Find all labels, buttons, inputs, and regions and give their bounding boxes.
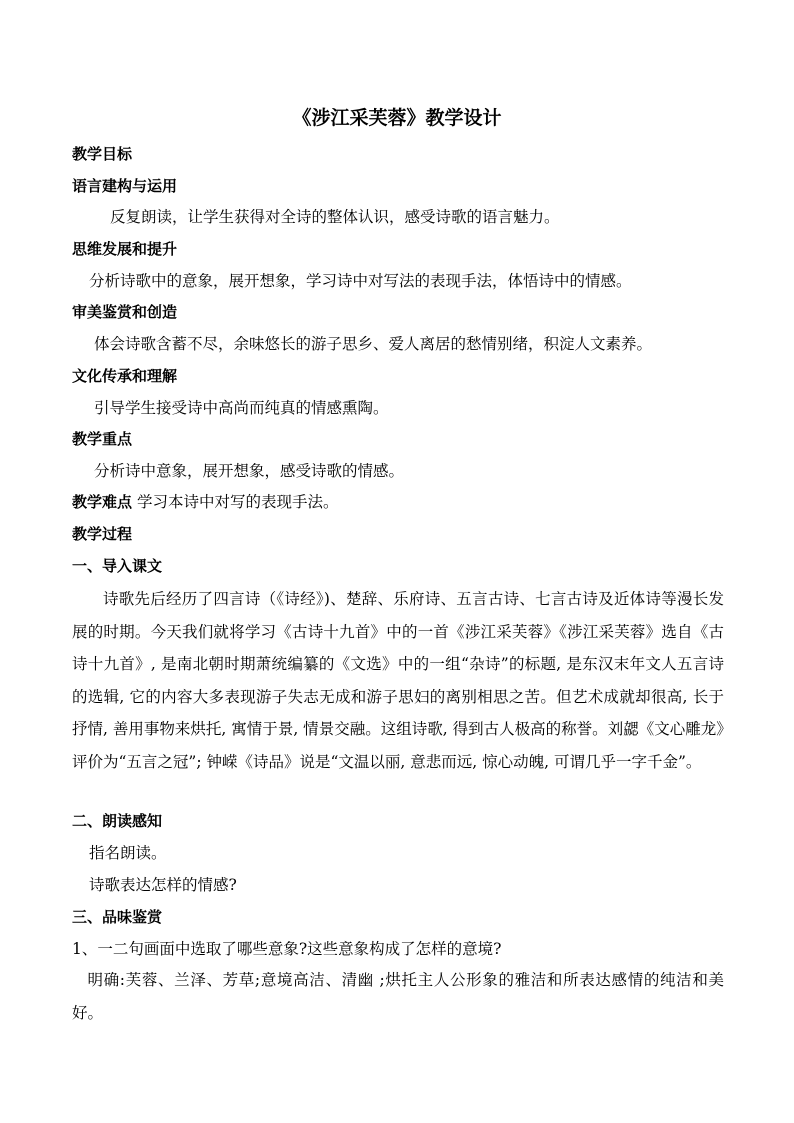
heading-part3: 三、品味鉴赏 xyxy=(72,908,163,926)
heading-language: 语言建构与运用 xyxy=(72,177,178,195)
heading-part1: 一、导入课文 xyxy=(72,557,163,575)
difficulty-line xyxy=(72,492,338,512)
paragraph-introduction: 诗歌先后经历了四言诗（《诗经》)、楚辞、乐府诗、五言古诗、七言古诗及近体诗等漫长发展的时期。今天我们就将学习《古诗十九首》中的一首《涉江采芙蓉》《涉江采芙蓉》选自《古诗十九首》, 是南北朝时期萧统编纂的《文选》中的一组“杂诗”的标题, 是东汉末年文人五言诗的选辑, 它的内容大多表现游子失志无成和游子思妇的离别相思之苦。但艺术成就却很高, 长于抒情, 善用事物来烘托, 寓情于景, 情景交融。这组诗歌, 得到古人极高的称誉。刘勰《文心雕龙》评价为“五言之冠”; 钟嵘《诗品》说是“文温以丽, 意悲而远, 惊心动魄, 可谓几乎一字千金”。 xyxy=(72,590,724,771)
text-part2-question: 诗歌表达怎样的情感? xyxy=(89,876,237,894)
heading-culture: 文化传承和理解 xyxy=(72,367,178,385)
heading-focus: 教学重点 xyxy=(72,430,133,448)
text-part2-reading: 指名朗读。 xyxy=(89,844,167,862)
text-thinking: 分析诗歌中的意象，展开想象，学习诗中对写法的表现手法，体悟诗中的情感。 xyxy=(89,272,632,290)
text-part3-answer: 明确:芙蓉、兰泽、芳草;意境高洁、清幽 ;烘托主人公形象的雅洁和所表达感情的纯洁和美好。 xyxy=(72,971,724,1022)
text-difficulty: 学习本诗中对写的表现手法。 xyxy=(136,493,339,511)
heading-process: 教学过程 xyxy=(72,525,133,543)
text-focus: 分析诗中意象，展开想象，感受诗歌的情感。 xyxy=(94,462,405,480)
document-title: 《涉江采芙蓉》教学设计 xyxy=(292,107,502,129)
text-culture: 引导学生接受诗中高尚而纯真的情感熏陶。 xyxy=(94,399,389,417)
text-language: 反复朗读，让学生获得对全诗的整体认识，感受诗歌的语言魅力。 xyxy=(110,208,560,226)
text-aesthetic: 体会诗歌含蓄不尽，余味悠长的游子思乡、爱人离居的愁情别绪，积淀人文素养。 xyxy=(94,335,653,353)
heading-teaching-goals: 教学目标 xyxy=(72,145,133,163)
heading-thinking: 思维发展和提升 xyxy=(72,240,178,258)
heading-difficulty: 教学难点 xyxy=(72,493,133,511)
text-part3-question: 1、一二句画面中选取了哪些意象?这些意象构成了怎样的意境? xyxy=(72,940,502,958)
heading-aesthetic: 审美鉴赏和创造 xyxy=(72,303,178,321)
heading-part2: 二、朗读感知 xyxy=(72,812,163,830)
